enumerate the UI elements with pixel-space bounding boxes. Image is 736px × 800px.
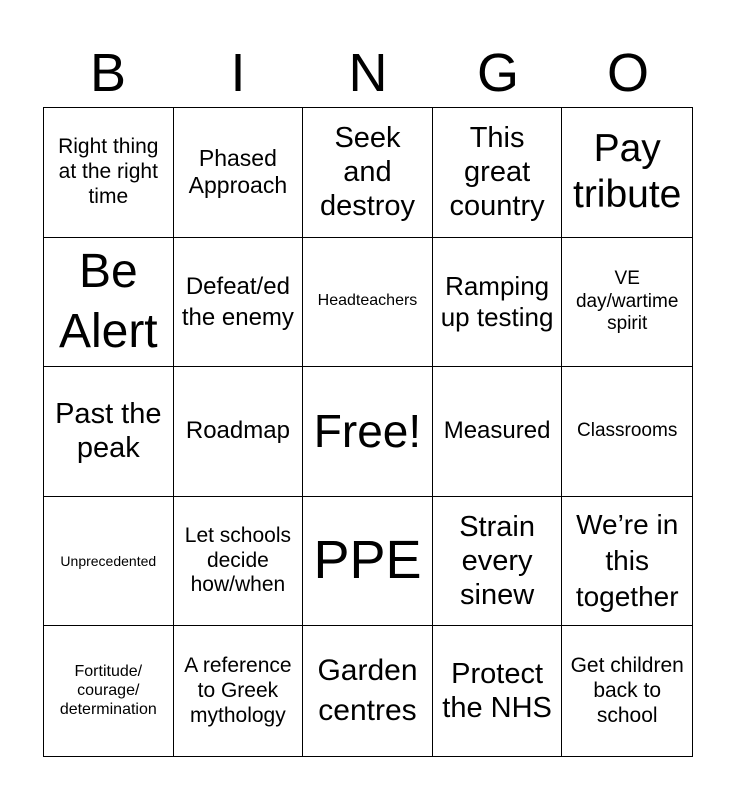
- bingo-cell[interactable]: [562, 367, 692, 497]
- bingo-cell[interactable]: [44, 626, 174, 756]
- bingo-cell[interactable]: [303, 626, 433, 756]
- bingo-cell[interactable]: [303, 497, 433, 627]
- bingo-cell[interactable]: [562, 497, 692, 627]
- cell-text: Right thing at the right time: [58, 135, 159, 208]
- cell-text: Measured: [443, 417, 551, 445]
- bingo-cell[interactable]: [433, 367, 563, 497]
- bingo-cell[interactable]: [174, 626, 304, 756]
- bingo-cell[interactable]: [303, 238, 433, 368]
- cell-text: Strain every sinew: [459, 510, 535, 612]
- cell-text: Fortitude/ courage/ determination: [59, 662, 157, 718]
- cell-text: Unprecedented: [60, 552, 157, 569]
- cell-text: Garden centres: [317, 653, 418, 728]
- bingo-cell[interactable]: [174, 367, 304, 497]
- bingo-cell[interactable]: [174, 497, 304, 627]
- cell-text: Phased Approach: [188, 145, 288, 199]
- bingo-cell[interactable]: [433, 108, 563, 238]
- cell-text: A reference to Greek mythology: [184, 654, 292, 727]
- cell-text: Get children back to school: [570, 654, 684, 727]
- cell-text: This great country: [449, 121, 545, 223]
- bingo-cell[interactable]: [44, 367, 174, 497]
- bingo-cell[interactable]: [433, 238, 563, 368]
- cell-text: Classrooms: [577, 420, 678, 442]
- cell-text: Ramping up testing: [440, 271, 554, 332]
- cell-text: Headteachers: [317, 292, 418, 310]
- header-letter-n: N: [348, 43, 388, 103]
- cell-text: Defeat/ed the enemy: [181, 272, 294, 331]
- header-letter-o: O: [606, 43, 649, 103]
- cell-text: We’re in this together: [575, 508, 679, 613]
- cell-text: Pay tribute: [572, 127, 682, 217]
- bingo-header: [43, 40, 693, 106]
- bingo-cell[interactable]: [562, 626, 692, 756]
- bingo-board: [43, 107, 693, 757]
- cell-text: PPE: [313, 530, 422, 591]
- cell-text: Let schools decide how/when: [184, 523, 291, 597]
- cell-text: Seek and destroy: [319, 121, 416, 223]
- cell-text: Roadmap: [185, 417, 290, 445]
- bingo-cell[interactable]: [433, 626, 563, 756]
- cell-text: Past the peak: [55, 398, 162, 465]
- bingo-cell[interactable]: [303, 367, 433, 497]
- cell-text: Be Alert: [58, 244, 158, 358]
- header-letter-g: G: [476, 43, 519, 103]
- bingo-cell[interactable]: [44, 238, 174, 368]
- header-letter-i: I: [230, 43, 246, 103]
- cell-text: Protect the NHS: [442, 657, 552, 725]
- bingo-cell[interactable]: [44, 497, 174, 627]
- bingo-cell[interactable]: [303, 108, 433, 238]
- bingo-cell[interactable]: [562, 238, 692, 368]
- bingo-cell[interactable]: [562, 108, 692, 238]
- cell-text: VE day/wartime spirit: [575, 268, 679, 335]
- header-letter-b: B: [89, 43, 127, 103]
- bingo-cell[interactable]: [174, 108, 304, 238]
- cell-text: Free!: [313, 405, 422, 458]
- bingo-cell[interactable]: [433, 497, 563, 627]
- bingo-cell[interactable]: [44, 108, 174, 238]
- bingo-cell[interactable]: [174, 238, 304, 368]
